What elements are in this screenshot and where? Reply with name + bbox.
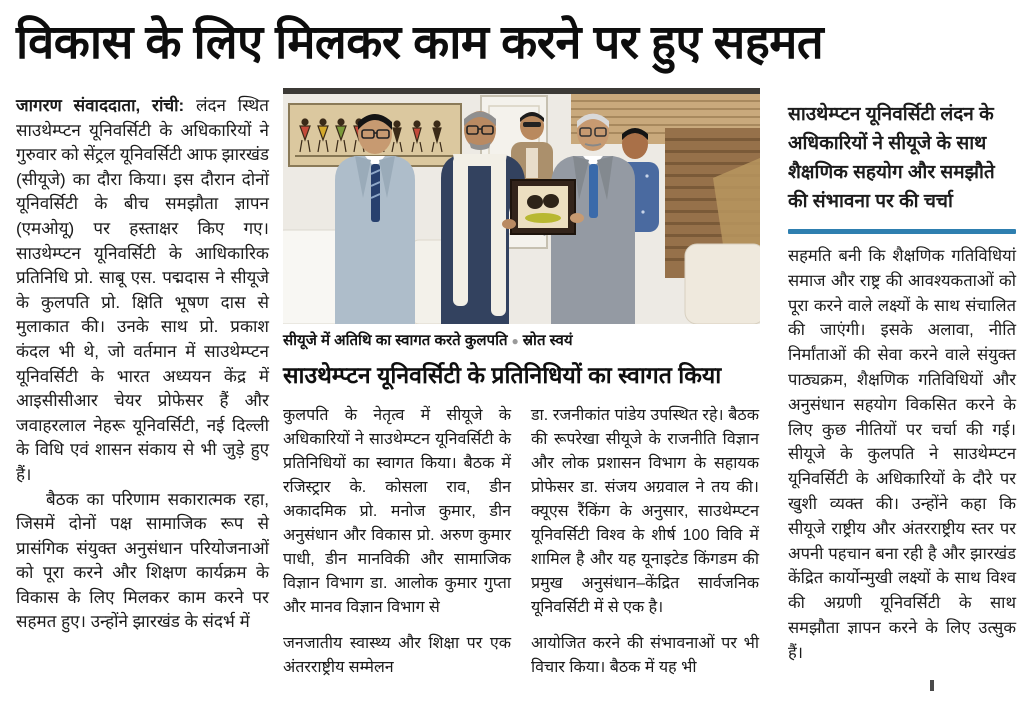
photo-illustration bbox=[283, 88, 760, 324]
left-column-para1-text: लंदन स्थित साउथेम्प्टन यूनिवर्सिटी के अधिकारियों ने गुरुवार को सेंट्रल यूनिवर्सिटी आफ झारखंड (सीयूजे) का दौरा किया। इस दौरान दोनों यूनिवर्सिटी के बीच समझौता ज्ञापन (एमओयू) पर हस्ताक्षर किए गए। साउथेम्प्टन यूनिवर्सिटी के आधिकारिक प्रतिनिधि प्रो. साबू एस. पद्मदास ने सीयूजे के कुलपति प्रो. क्षिति भूषण दास से मुलाकात की। उनके साथ प्रो. प्रकाश कंदल भी थे, जो वर्तमान में साउथेम्प्टन यूनिवर्सिटी के भारत अध्ययन केंद्र में आइसीसीआर चेयर प्रोफेसर हैं और जवाहरलाल नेहरू यूनिवर्सिटी, नई दिल्ली के विधि एवं शासन संकाय से भी जुड़े हुए हैं। bbox=[16, 96, 269, 484]
left-column-para1 bbox=[16, 94, 269, 488]
print-artifact-mark bbox=[930, 680, 934, 691]
middle-column-2-para2: आयोजित करने की संभावनाओं पर भी विचार किया। बैठक में यह भी bbox=[531, 635, 759, 676]
right-column-body: सहमति बनी कि शैक्षणिक गतिविधियां समाज और राष्ट्र की आवश्यकताओं को पूरा करने वाले लक्ष्यों के साथ संचालित की जाएंगी। इसके अलावा, नीति निर्मांताओं की सेवा करने वाले संयुक्त पाठ्यक्रम, शैक्षणिक गतिविधियों और अनुसंधान सहयोग विकसित करने के लिए कुछ नीतियों पर चर्चा की गई। सीयूजे के कुलपति ने साउथेम्प्टन यूनिवर्सिटी के अधिकारियों के दौरे पर खुशी व्यक्त की। उन्होंने कहा कि सीयूजे राष्ट्रीय और अंतरराष्ट्रीय स्तर पर अपनी पहचान बना रही है और झारखंड केंद्रित कार्योन्मुखी लक्ष्यों के साथ विश्व की अग्रणी यूनिवर्सिटी के साथ समझौता ज्ञापन करने के लिए उत्सुक हैं। bbox=[788, 247, 1016, 662]
middle-column-1 bbox=[283, 404, 511, 680]
article-headline: विकास के लिए मिलकर काम करने पर हुए सहमत bbox=[16, 15, 824, 68]
middle-column-2-para1: डा. रजनीकांत पांडेय उपस्थित रहे। बैठक की रूपरेखा सीयूजे के राजनीति विज्ञान और लोक प्रशासन विभाग के सहायक प्रोफेसर डा. संजय अग्रवाल ने तय की। क्यूएस रैंकिंग के अनुसार, साउथेम्प्टन यूनिवर्सिटी विश्व के शीर्ष 100 विवि में शामिल है और यह यूनाइटेड किंगडम की प्रमुख अनुसंधान–केंद्रित सार्वजनिक यूनिवर्सिटी में से एक है। bbox=[531, 407, 759, 616]
blue-divider-rule bbox=[788, 229, 1016, 234]
photo-caption-text: सीयूजे में अतिथि का स्वागत करते कुलपति bbox=[283, 332, 508, 349]
caption-bullet-icon: ● bbox=[511, 334, 519, 348]
photo-caption-source: स्रोत स्वयं bbox=[522, 332, 573, 349]
photo-sofa-right bbox=[685, 244, 760, 324]
photo-top-edge bbox=[283, 88, 760, 94]
middle-column-1-para2: जनजातीय स्वास्थ्य और शिक्षा पर एक अंतरराष्ट्रीय सम्मेलन bbox=[283, 635, 511, 676]
middle-column-2 bbox=[531, 404, 759, 680]
right-column bbox=[788, 100, 1016, 666]
left-column bbox=[16, 94, 269, 635]
dateline: जागरण संवाददाता, रांची: bbox=[16, 96, 185, 115]
article-photo bbox=[283, 88, 760, 324]
photo-caption bbox=[283, 330, 760, 350]
standfirst: साउथेम्प्टन यूनिवर्सिटी लंदन के अधिकारियों ने सीयूजे के साथ शैक्षणिक सहयोग और समझौते की संभावना पर की चर्चा bbox=[788, 104, 995, 212]
middle-column-1-para1: कुलपति के नेतृत्व में सीयूजे के अधिकारियों ने साउथेम्प्टन यूनिवर्सिटी के प्रतिनिधियों का स्वागत किया। बैठक में रजिस्ट्रार के. कोसला राव, डीन अकादमिक प्रो. मनोज कुमार, डीन अनुसंधान और विकास प्रो. अरुण कुमार पाधी, डीन मानविकी और सामाजिक विज्ञान विभाग डा. आलोक कुमार गुप्ता और मानव विज्ञान विभाग से bbox=[283, 407, 511, 616]
article-subheading: साउथेम्प्टन यूनिवर्सिटी के प्रतिनिधियों का स्वागत किया bbox=[283, 362, 722, 388]
left-column-para2: बैठक का परिणाम सकारात्मक रहा, जिसमें दोनों पक्ष सामाजिक रूप से प्रासंगिक संयुक्त अनुसंधान परियोजनाओं को पूरा करने और शिक्षण कार्यक्रम के विकास के लिए मिलकर काम करने पर सहमत हुए। उन्होंने झारखंड के संदर्भ में bbox=[16, 489, 269, 632]
photo-memento-frame bbox=[502, 180, 584, 234]
